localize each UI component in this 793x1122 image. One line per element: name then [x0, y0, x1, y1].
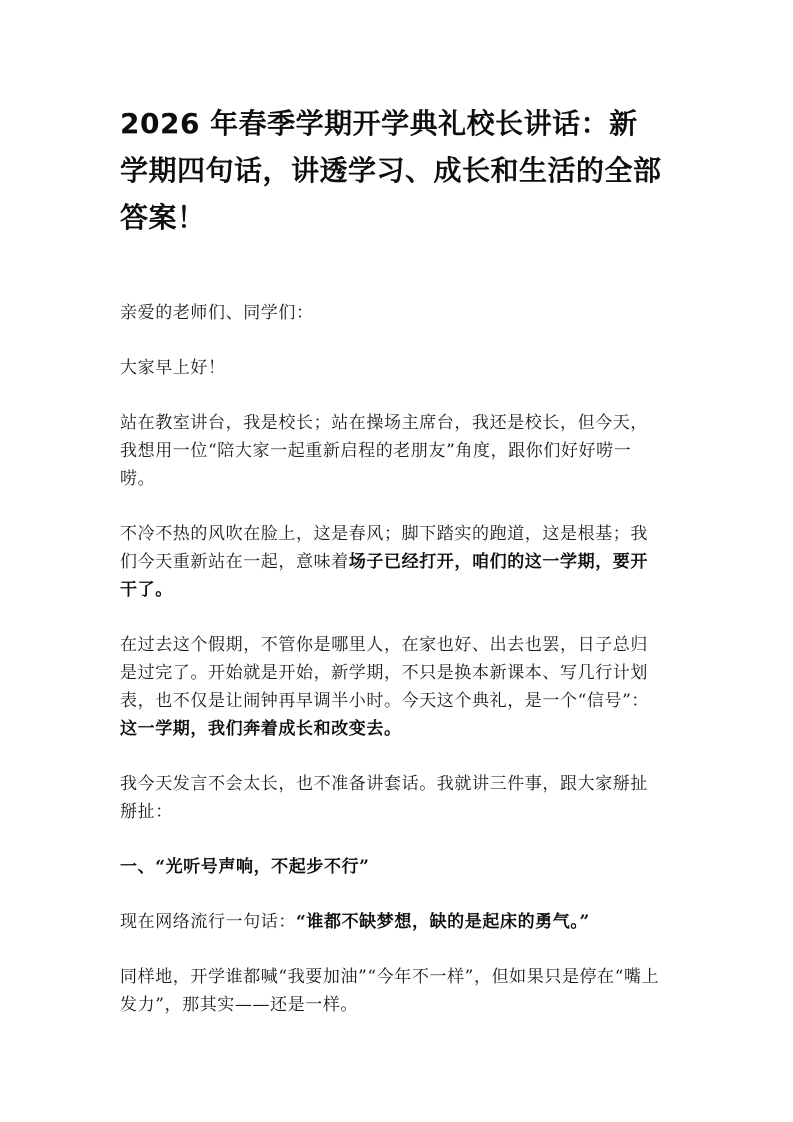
holiday-paragraph: [120, 631, 665, 743]
greeting-paragraph: 亲爱的老师们、同学们：: [120, 303, 314, 323]
internet-saying-text: 现在网络流行一句话：: [120, 912, 296, 932]
same-situation-paragraph: 同样地，开学谁都喊“我要加油”“今年不一样”，但如果只是停在“嘴上发力”，那其实——还是一样。: [120, 967, 660, 1015]
internet-saying-quote: “谁都不缺梦想，缺的是起床的勇气。”: [296, 912, 590, 932]
speech-intro-paragraph: 我今天发言不会太长，也不准备讲套话。我就讲三件事，跟大家掰扯掰扯：: [120, 774, 648, 822]
holiday-text: 在过去这个假期，不管你是哪里人，在家也好、出去也罢，日子总归是过完了。开始就是开始，新学期，不只是换本新课本、写几行计划表，也不仅是让闹钟再早调半小时。今天这个典礼，是一个“信号”：: [120, 635, 649, 711]
hello-paragraph: 大家早上好！: [120, 358, 226, 378]
principal-intro-paragraph: 站在教室讲台，我是校长；站在操场主席台，我还是校长，但今天，我想用一位“陪大家一起重新启程的老朋友”角度，跟你们好好唠一唠。: [120, 413, 648, 489]
document-page: [120, 100, 665, 1019]
holiday-emphasis: 这一学期，我们奔着成长和改变去。: [120, 719, 402, 739]
spring-wind-paragraph: [120, 520, 665, 604]
internet-saying-paragraph: [120, 908, 665, 936]
document-title: 2026 年春季学期开学典礼校长讲话：新学期四句话，讲透学习、成长和生活的全部答案！: [120, 107, 662, 234]
section-one-heading: 一、“光听号声响，不起步不行”: [120, 857, 370, 877]
spring-wind-emphasis: 场子已经打开，咱们的这一学期，要开干了。: [120, 552, 649, 600]
spring-wind-text: 不冷不热的风吹在脸上，这是春风；脚下踏实的跑道，这是根基；我们今天重新站在一起，意味着: [120, 524, 648, 572]
